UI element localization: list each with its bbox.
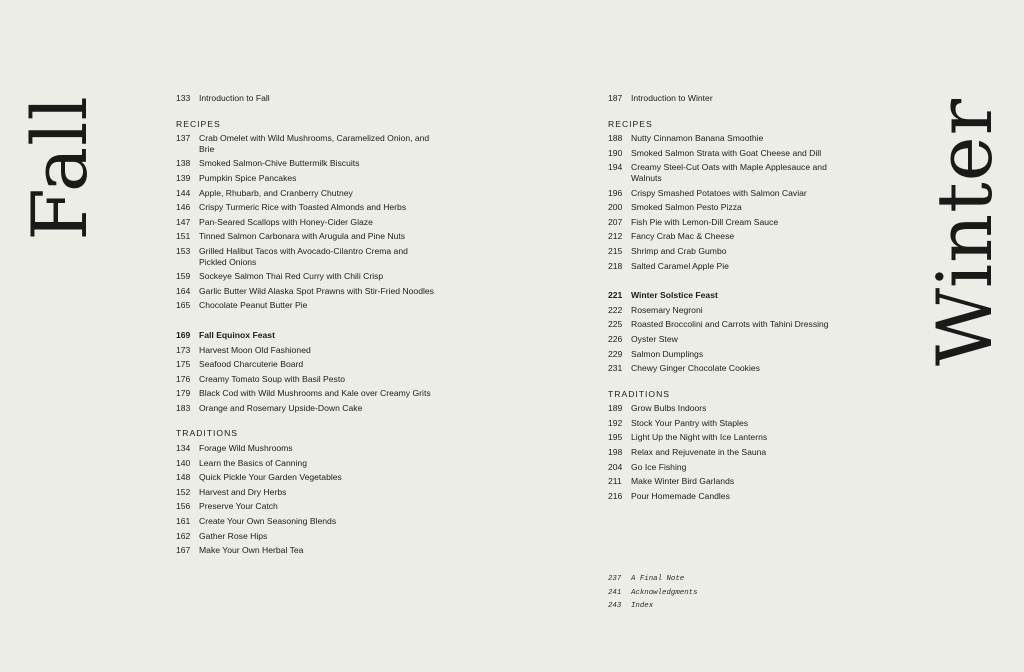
toc-entry[interactable] (608, 432, 848, 443)
winter-section-title: Winter (920, 98, 1009, 366)
entry-title: Rosemary Negroni (631, 304, 703, 315)
page-number: 187 (608, 93, 623, 103)
page-number: 148 (176, 472, 191, 483)
entry-title: Quick Pickle Your Garden Vegetables (199, 472, 342, 483)
page-number: 134 (176, 443, 191, 454)
page-number: 192 (608, 417, 623, 428)
page-number: 153 (176, 245, 191, 256)
toc-entry[interactable] (608, 476, 848, 487)
toc-entry[interactable] (176, 188, 436, 199)
toc-entry[interactable] (176, 158, 436, 169)
entry-title: Crab Omelet with Wild Mushrooms, Caramelized Onion, and Brie (199, 133, 430, 154)
page-number: 159 (176, 271, 191, 282)
entry-title: Pour Homemade Candles (631, 490, 730, 501)
entry-title: Salmon Dumplings (631, 348, 704, 359)
page-number: 212 (608, 231, 623, 242)
toc-entry[interactable] (608, 261, 848, 272)
page-number: 139 (176, 172, 191, 183)
toc-entry[interactable] (176, 516, 436, 527)
toc-entry[interactable] (608, 188, 848, 199)
back-matter (608, 573, 698, 614)
page-number: 215 (608, 245, 623, 256)
entry-title: Harvest and Dry Herbs (199, 486, 287, 497)
entry-title: Introduction to Winter (631, 93, 713, 103)
page-number: 179 (176, 388, 191, 399)
page-number: 221 (608, 290, 623, 301)
page-number: 194 (608, 162, 623, 173)
toc-entry[interactable] (176, 286, 436, 297)
feast-list (608, 305, 848, 374)
toc-entry[interactable] (176, 374, 436, 385)
entry-title: Preserve Your Catch (199, 501, 278, 512)
entry-title: Pan-Seared Scallops with Honey-Cider Glaze (199, 216, 373, 227)
entry-title: Fall Equinox Feast (199, 329, 275, 340)
entry-title: Black Cod with Wild Mushrooms and Kale over Creamy Grits (199, 388, 431, 399)
entry-title: Crispy Smashed Potatoes with Salmon Caviar (631, 187, 807, 198)
entry-title: Fish Pie with Lemon-Dill Cream Sauce (631, 216, 779, 227)
entry-title: Winter Solstice Feast (631, 290, 718, 301)
toc-entry[interactable] (608, 462, 848, 473)
page-number: 176 (176, 373, 191, 384)
entry-title: Forage Wild Mushrooms (199, 443, 293, 454)
toc-entry[interactable] (608, 573, 698, 587)
entry-title: Index (631, 602, 654, 611)
toc-entry[interactable] (608, 363, 848, 374)
page-number: 237 (608, 575, 622, 583)
toc-entry[interactable] (176, 345, 436, 356)
entry-title: Oyster Stew (631, 333, 678, 344)
entry-title: Roasted Broccolini and Carrots with Tahini Dressing (631, 319, 829, 330)
recipe-list (176, 133, 436, 311)
entry-title: Orange and Rosemary Upside-Down Cake (199, 402, 363, 413)
toc-entry[interactable] (608, 148, 848, 159)
entry-title: Apple, Rhubarb, and Cranberry Chutney (199, 187, 353, 198)
toc-entry[interactable] (608, 305, 848, 316)
entry-title: Learn the Basics of Canning (199, 457, 307, 468)
page-number: 204 (608, 461, 623, 472)
toc-entry-intro[interactable] (608, 93, 848, 104)
toc-entry[interactable] (176, 202, 436, 213)
entry-title: Tinned Salmon Carbonara with Arugula and Pine Nuts (199, 231, 406, 242)
entry-title: Smoked Salmon Strata with Goat Cheese and Dill (631, 147, 822, 158)
entry-title: Chocolate Peanut Butter Pie (199, 300, 308, 311)
page-number: 241 (608, 588, 622, 597)
entry-title: Shrimp and Crab Gumbo (631, 245, 727, 256)
entry-title: Pumpkin Spice Pancakes (199, 172, 297, 183)
toc-entry[interactable] (608, 334, 848, 345)
page-number: 216 (608, 490, 623, 501)
page-number: 151 (176, 231, 191, 242)
entry-title: Seafood Charcuterie Board (199, 359, 304, 370)
page-number: 137 (176, 133, 191, 144)
entry-title: Sockeye Salmon Thai Red Curry with Chili Crisp (199, 271, 384, 282)
entry-title: Smoked Salmon-Chive Buttermilk Biscuits (199, 158, 360, 169)
page-number: 226 (608, 333, 623, 344)
toc-entry[interactable] (176, 545, 436, 556)
recipes-heading: RECIPES (176, 118, 221, 129)
page-number: 164 (176, 285, 191, 296)
entry-title: Harvest Moon Old Fashioned (199, 344, 311, 355)
recipes-heading: RECIPES (608, 118, 653, 129)
toc-entry[interactable] (176, 501, 436, 512)
page-number: 211 (608, 476, 622, 487)
traditions-list (608, 403, 848, 501)
toc-entry[interactable] (608, 587, 698, 601)
page-number: 222 (608, 304, 623, 315)
page-number: 243 (608, 602, 622, 611)
entry-title: Creamy Steel-Cut Oats with Maple Applesauce and Walnuts (631, 162, 827, 183)
toc-entry[interactable] (608, 319, 848, 330)
entry-title: Creamy Tomato Soup with Basil Pesto (199, 373, 346, 384)
page-number: 196 (608, 187, 623, 198)
entry-title: Chewy Ginger Chocolate Cookies (631, 363, 760, 374)
entry-title: Acknowledgments (631, 588, 698, 597)
toc-entry[interactable] (608, 600, 698, 614)
entry-title: Smoked Salmon Pesto Pizza (631, 202, 742, 213)
toc-entry[interactable] (176, 458, 436, 469)
toc-entry[interactable] (608, 246, 848, 257)
entry-title: Crispy Turmeric Rice with Toasted Almonds and Herbs (199, 202, 407, 213)
page-number: 231 (608, 363, 623, 374)
entry-title: Garlic Butter Wild Alaska Spot Prawns with Stir-Fried Noodles (199, 285, 434, 296)
page-number: 173 (176, 344, 191, 355)
winter-contents (608, 93, 848, 505)
page-number: 167 (176, 545, 191, 556)
toc-entry[interactable] (608, 162, 848, 183)
toc-entry[interactable] (176, 246, 436, 267)
page-number: 190 (608, 147, 623, 158)
entry-title: Nutty Cinnamon Banana Smoothie (631, 133, 764, 144)
traditions-list (176, 443, 436, 556)
toc-entry[interactable] (608, 231, 848, 242)
page-number: 140 (176, 457, 191, 468)
entry-title: A Final Note (631, 575, 685, 583)
toc-entry[interactable] (176, 231, 436, 242)
entry-title: Grilled Halibut Tacos with Avocado-Cilantro Crema and Pickled Onions (199, 245, 408, 267)
feast-heading[interactable] (176, 330, 436, 341)
toc-entry[interactable] (176, 443, 436, 454)
page-number: 138 (176, 158, 191, 169)
entry-title: Light Up the Night with Ice Lanterns (631, 432, 768, 443)
page-number: 183 (176, 402, 191, 413)
entry-title: Salted Caramel Apple Pie (631, 260, 729, 271)
toc-entry[interactable] (176, 133, 436, 154)
traditions-heading: TRADITIONS (608, 388, 671, 399)
entry-title: Stock Your Pantry with Staples (631, 417, 749, 428)
fall-contents (176, 93, 436, 560)
page-number: 207 (608, 216, 623, 227)
page-number: 147 (176, 216, 191, 227)
entry-title: Go Ice Fishing (631, 461, 687, 472)
toc-entry[interactable] (176, 531, 436, 542)
feast-list (176, 345, 436, 414)
entry-title: Make Your Own Herbal Tea (199, 545, 304, 556)
page-number: 200 (608, 202, 623, 213)
traditions-heading: TRADITIONS (176, 428, 239, 439)
toc-entry[interactable] (608, 418, 848, 429)
page-number: 218 (608, 260, 623, 271)
toc-entry[interactable] (608, 217, 848, 228)
page-number: 144 (176, 187, 191, 198)
page-number: 189 (608, 403, 623, 414)
page-number: 169 (176, 329, 191, 340)
toc-entry[interactable] (608, 202, 848, 213)
feast-heading[interactable] (608, 290, 848, 301)
toc-entry[interactable] (176, 472, 436, 483)
page-number: 195 (608, 432, 623, 443)
page-number: 198 (608, 447, 623, 458)
fall-section-title: Fall (15, 95, 104, 241)
page-number: 188 (608, 133, 623, 144)
page-number: 165 (176, 300, 191, 311)
toc-entry-intro[interactable] (176, 93, 436, 104)
page-number: 161 (176, 516, 191, 527)
page-number: 229 (608, 348, 623, 359)
page-number: 156 (176, 501, 191, 512)
toc-entry[interactable] (176, 388, 436, 399)
entry-title: Gather Rose Hips (199, 530, 268, 541)
toc-entry[interactable] (176, 217, 436, 228)
toc-entry[interactable] (176, 300, 436, 311)
toc-entry[interactable] (608, 349, 848, 360)
entry-title: Fancy Crab Mac & Cheese (631, 231, 735, 242)
entry-title: Grow Bulbs Indoors (631, 403, 707, 414)
toc-entry[interactable] (176, 359, 436, 370)
entry-title: Relax and Rejuvenate in the Sauna (631, 447, 767, 458)
toc-entry[interactable] (608, 447, 848, 458)
toc-entry[interactable] (608, 491, 848, 502)
page-number: 175 (176, 359, 191, 370)
toc-entry[interactable] (176, 271, 436, 282)
entry-title: Create Your Own Seasoning Blends (199, 516, 337, 527)
toc-entry[interactable] (608, 133, 848, 144)
page-number: 225 (608, 319, 623, 330)
page-number: 146 (176, 202, 191, 213)
toc-entry[interactable] (176, 173, 436, 184)
toc-entry[interactable] (608, 403, 848, 414)
page-number: 162 (176, 530, 191, 541)
toc-entry[interactable] (176, 403, 436, 414)
recipe-list (608, 133, 848, 271)
entry-title: Introduction to Fall (199, 93, 270, 103)
toc-entry[interactable] (176, 487, 436, 498)
page-number: 133 (176, 93, 191, 103)
entry-title: Make Winter Bird Garlands (631, 476, 735, 487)
page-number: 152 (176, 486, 191, 497)
